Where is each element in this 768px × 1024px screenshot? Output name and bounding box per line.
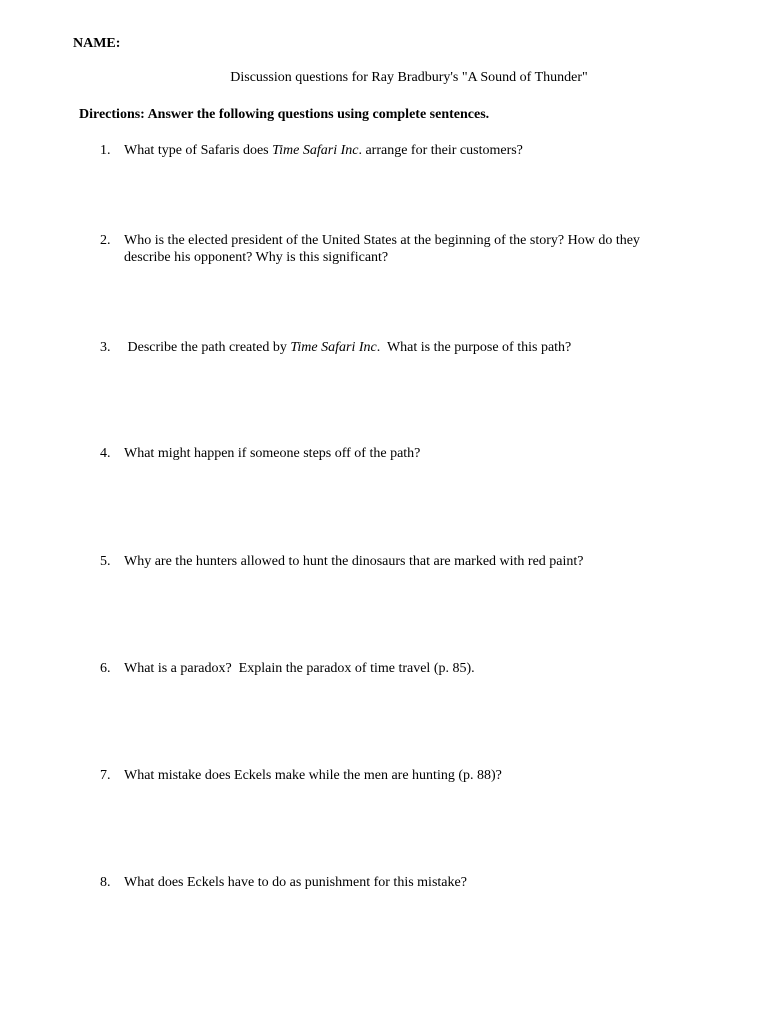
question-text: Why are the hunters allowed to hunt the dinosaurs that are marked with red paint? (124, 554, 584, 569)
question-text: Who is the elected president of the United States at the beginning of the story? How do they describe his opponent? Why is this significant? (124, 233, 640, 265)
question-text: Describe the path created by Time Safari Inc. What is the purpose of this path? (124, 340, 572, 355)
question-number: 6. (100, 661, 111, 676)
question-number: 4. (100, 446, 111, 461)
question-number: 8. (100, 875, 111, 890)
company-name: Time Safari Inc (272, 143, 359, 158)
directions-text: Directions: Answer the following questions using complete sentences. (79, 107, 490, 122)
worksheet-title: Discussion questions for Ray Bradbury's "A Sound of Thunder" (230, 70, 588, 85)
question-text: What is a paradox? Explain the paradox of time travel (p. 85). (124, 661, 475, 676)
name-label: NAME: (73, 36, 121, 51)
question-number: 3. (100, 340, 111, 355)
question-number: 5. (100, 554, 111, 569)
question-text: What type of Safaris does Time Safari Inc. arrange for their customers? (124, 143, 523, 158)
question-text: What does Eckels have to do as punishment for this mistake? (124, 875, 467, 890)
question-number: 1. (100, 143, 111, 158)
question-number: 2. (100, 233, 111, 248)
company-name: Time Safari Inc (290, 340, 377, 355)
question-text: What might happen if someone steps off of the path? (124, 446, 421, 461)
question-number: 7. (100, 768, 111, 783)
question-text: What mistake does Eckels make while the men are hunting (p. 88)? (124, 768, 502, 783)
